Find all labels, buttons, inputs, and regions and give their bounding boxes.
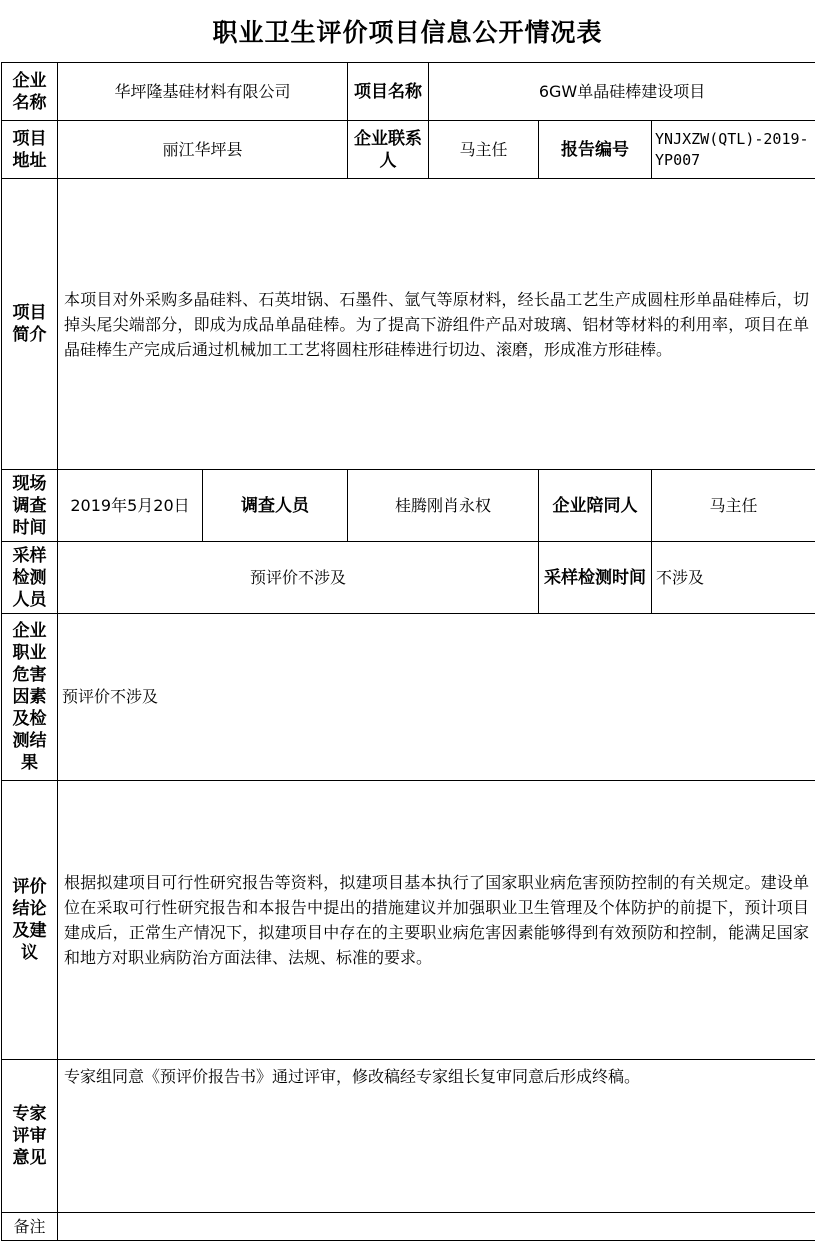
company-name-label: 企业名称 <box>2 63 58 121</box>
remarks-value <box>58 1213 815 1241</box>
contact-person-value: 马主任 <box>429 121 539 179</box>
report-number-label: 报告编号 <box>539 121 652 179</box>
conclusion-label: 评价结论及建议 <box>2 781 58 1060</box>
expert-opinion-value: 专家组同意《预评价报告书》通过评审，修改稿经专家组长复审同意后形成终稿。 <box>58 1060 815 1213</box>
row-survey <box>2 470 815 542</box>
company-escort-label: 企业陪同人 <box>539 470 652 542</box>
conclusion-value: 根据拟建项目可行性研究报告等资料，拟建项目基本执行了国家职业病危害预防控制的有关规定。建设单位在采取可行性研究报告和本报告中提出的措施建议并加强职业卫生管理及个体防护的前提下，预计项目建成后，正常生产情况下，拟建项目中存在的主要职业病危害因素能够得到有效预防和控制，能满足国家和地方对职业病防治方面法律、法规、标准的要求。 <box>58 781 815 1060</box>
sampling-time-value: 不涉及 <box>652 542 815 614</box>
form-title: 职业卫生评价项目信息公开情况表 <box>212 18 603 47</box>
survey-time-label: 现场调查时间 <box>2 470 58 542</box>
info-table <box>1 62 815 1241</box>
row-address-contact <box>2 121 815 179</box>
survey-time-value: 2019年5月20日 <box>58 470 203 542</box>
hazard-results-value: 预评价不涉及 <box>58 614 815 781</box>
sampling-time-label: 采样检测时间 <box>539 542 652 614</box>
project-address-value: 丽江华坪县 <box>58 121 348 179</box>
report-number-value: YNJXZW(QTL)-2019-YP007 <box>652 121 815 179</box>
row-conclusion <box>2 781 815 1060</box>
surveyors-value: 桂腾刚肖永权 <box>348 470 539 542</box>
company-name-value: 华坪隆基硅材料有限公司 <box>58 63 348 121</box>
row-project-intro <box>2 179 815 470</box>
expert-opinion-label: 专家评审意见 <box>2 1060 58 1213</box>
row-company-project <box>2 63 815 121</box>
surveyors-label: 调查人员 <box>203 470 348 542</box>
row-sampling <box>2 542 815 614</box>
project-address-label: 项目地址 <box>2 121 58 179</box>
row-hazards <box>2 614 815 781</box>
row-remarks <box>2 1213 815 1241</box>
project-intro-value: 本项目对外采购多晶硅料、石英坩锅、石墨件、氩气等原材料，经长晶工艺生产成圆柱形单晶硅棒后，切掉头尾尖端部分，即成为成品单晶硅棒。为了提高下游组件产品对玻璃、铝材等材料的利用率，项目在单晶硅棒生产完成后通过机械加工工艺将圆柱形硅棒进行切边、滚磨，形成准方形硅棒。 <box>58 179 815 470</box>
contact-person-label: 企业联系人 <box>348 121 429 179</box>
project-name-value: 6GW单晶硅棒建设项目 <box>429 63 815 121</box>
company-escort-value: 马主任 <box>652 470 815 542</box>
remarks-label: 备注 <box>2 1213 58 1241</box>
sampling-staff-label: 采样检测人员 <box>2 542 58 614</box>
project-intro-label: 项目简介 <box>2 179 58 470</box>
row-expert-opinion <box>2 1060 815 1213</box>
project-name-label: 项目名称 <box>348 63 429 121</box>
sampling-staff-value: 预评价不涉及 <box>58 542 539 614</box>
hazard-results-label: 企业职业危害因素及检测结果 <box>2 614 58 781</box>
